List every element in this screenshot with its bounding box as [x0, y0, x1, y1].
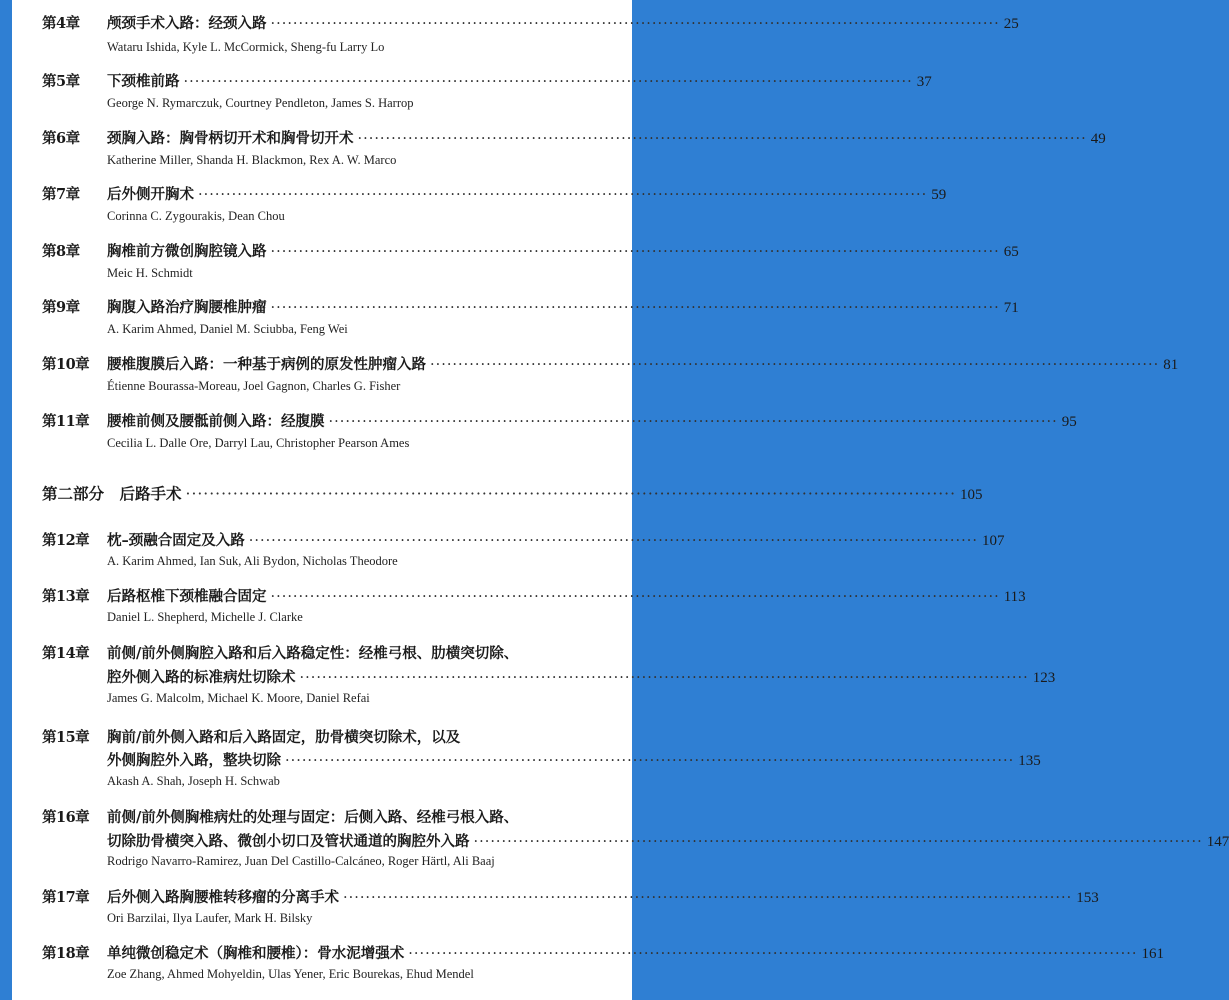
- chapter-number: 第11章: [42, 413, 90, 430]
- chapter-authors: Katherine Miller, Shanda H. Blackmon, Rex A. W. Marco: [107, 153, 397, 167]
- chapter-title: 胸椎前方微创胸腔镜入路: [107, 243, 267, 260]
- dot-leader: [430, 357, 1159, 373]
- chapter-number: 第16章: [42, 809, 90, 826]
- chapter-title-line: [107, 70, 932, 91]
- chapter-number: 第13章: [42, 588, 90, 605]
- chapter-authors: James G. Malcolm, Michael K. Moore, Daniel Refai: [107, 691, 370, 705]
- page-number: 65: [1003, 244, 1019, 260]
- chapter-title: 颈胸入路：胸骨柄切开术和胸骨切开术: [107, 130, 354, 147]
- chapter-title-line: [107, 12, 1019, 33]
- chapter-number: 第5章: [42, 73, 80, 90]
- dot-leader: [329, 414, 1058, 430]
- chapter-title-line: [107, 296, 1019, 317]
- page-number: 107: [981, 533, 1005, 549]
- chapter-authors: Akash A. Shah, Joseph H. Schwab: [107, 774, 280, 788]
- part-title: 第二部分 后路手术: [42, 484, 182, 503]
- chapter-number: 第17章: [42, 889, 90, 906]
- chapter-title-line: [107, 410, 1077, 431]
- chapter-title-cont: 腔外侧入路的标准病灶切除术: [107, 669, 296, 686]
- page-number: 95: [1061, 414, 1077, 430]
- chapter-title-line: [107, 726, 612, 747]
- chapter-title-line: [107, 240, 1019, 261]
- chapter-authors: Wataru Ishida, Kyle L. McCormick, Sheng-fu Larry Lo: [107, 40, 385, 54]
- chapter-title: 颅颈手术入路：经颈入路: [107, 15, 267, 32]
- dot-leader: [408, 946, 1137, 962]
- dot-leader: [249, 533, 978, 549]
- dot-leader: [285, 753, 1014, 769]
- chapter-authors: Daniel L. Shepherd, Michelle J. Clarke: [107, 610, 303, 624]
- dot-leader: [271, 244, 1000, 260]
- chapter-title-line: [107, 666, 1056, 687]
- chapter-title-line: [107, 806, 612, 827]
- dot-leader: [343, 890, 1072, 906]
- dot-leader: [271, 16, 1000, 32]
- chapter-title-line: [107, 127, 1106, 148]
- page-number: 59: [931, 187, 947, 203]
- chapter-title: 后外侧入路胸腰椎转移瘤的分离手术: [107, 889, 339, 906]
- chapter-title: 单纯微创稳定术（胸椎和腰椎）：骨水泥增强术: [107, 945, 405, 962]
- chapter-number: 第4章: [42, 15, 80, 32]
- chapter-title-cont: 外侧胸腔外入路，整块切除: [107, 752, 281, 769]
- chapter-title-line: [107, 642, 612, 663]
- chapter-title: 腰椎腹膜后入路：一种基于病例的原发性肿瘤入路: [107, 356, 426, 373]
- chapter-title-cont: 切除肋骨横突入路、微创小切口及管状通道的胸腔外入路: [107, 833, 470, 850]
- chapter-authors: A. Karim Ahmed, Daniel M. Sciubba, Feng Wei: [107, 322, 348, 336]
- page-number: 161: [1141, 946, 1164, 962]
- dot-leader: [271, 300, 1000, 316]
- chapter-title: 下颈椎前路: [107, 73, 180, 90]
- page-number: 113: [1003, 589, 1026, 605]
- chapter-title: 胸前/前外侧入路和后入路固定，肋骨横突切除术，以及: [107, 729, 461, 746]
- chapter-title-line: [107, 830, 1229, 851]
- chapter-title: 胸腹入路治疗胸腰椎肿瘤: [107, 299, 267, 316]
- chapter-title-line: [107, 749, 1041, 770]
- page-number: 135: [1018, 753, 1041, 769]
- chapter-number: 第6章: [42, 130, 80, 147]
- chapter-number: 第14章: [42, 645, 90, 662]
- chapter-title: 腰椎前侧及腰骶前侧入路：经腹膜: [107, 413, 325, 430]
- page-number: 123: [1032, 670, 1056, 686]
- chapter-number: 第10章: [42, 356, 90, 373]
- page-number: 147: [1206, 834, 1229, 850]
- dot-leader: [271, 589, 1000, 605]
- chapter-number: 第15章: [42, 729, 90, 746]
- chapter-title-line: [107, 886, 1099, 907]
- page-number: 37: [916, 74, 932, 90]
- chapter-number: 第12章: [42, 532, 90, 549]
- chapter-title: 后外侧开胸术: [107, 186, 194, 203]
- dot-leader: [184, 74, 913, 90]
- chapter-authors: Cecilia L. Dalle Ore, Darryl Lau, Christopher Pearson Ames: [107, 436, 410, 450]
- chapter-title: 前侧/前外侧胸椎病灶的处理与固定：后侧入路、经椎弓根入路、: [107, 809, 519, 826]
- page-number: 81: [1163, 357, 1179, 373]
- chapter-title-line: [107, 942, 1164, 963]
- chapter-number: 第9章: [42, 299, 80, 316]
- page-number: 49: [1090, 131, 1106, 147]
- chapter-authors: Ori Barzilai, Ilya Laufer, Mark H. Bilsky: [107, 911, 313, 925]
- chapter-title-line: [107, 585, 1026, 606]
- dot-leader: [358, 131, 1087, 147]
- chapter-authors: A. Karim Ahmed, Ian Suk, Ali Bydon, Nicholas Theodore: [107, 554, 398, 568]
- toc-page: [12, 0, 1229, 1000]
- chapter-number: 第7章: [42, 186, 80, 203]
- chapter-title: 前侧/前外侧胸腔入路和后入路稳定性：经椎弓根、肋横突切除、: [107, 645, 519, 662]
- page-number: 153: [1076, 890, 1099, 906]
- chapter-number: 第8章: [42, 243, 80, 260]
- chapter-authors: Étienne Bourassa-Moreau, Joel Gagnon, Charles G. Fisher: [107, 379, 401, 393]
- dot-leader: [300, 670, 1029, 686]
- dot-leader: [198, 187, 927, 203]
- chapter-number: 第18章: [42, 945, 90, 962]
- chapter-authors: Corinna C. Zygourakis, Dean Chou: [107, 209, 285, 223]
- chapter-title-line: [107, 183, 947, 204]
- page-number: 25: [1003, 16, 1019, 32]
- chapter-title: 后路枢椎下颈椎融合固定: [107, 588, 267, 605]
- chapter-authors: Meic H. Schmidt: [107, 266, 193, 280]
- page-number: 71: [1003, 300, 1019, 316]
- page-number: 105: [960, 487, 983, 503]
- chapter-authors: Zoe Zhang, Ahmed Mohyeldin, Ulas Yener, Eric Bourekas, Ehud Mendel: [107, 967, 474, 981]
- chapter-authors: George N. Rymarczuk, Courtney Pendleton, James S. Harrop: [107, 96, 414, 110]
- dot-leader: [186, 485, 957, 503]
- dot-leader: [474, 834, 1203, 850]
- part-heading[interactable]: [42, 482, 983, 504]
- chapter-title: 枕–颈融合固定及入路: [107, 532, 245, 549]
- chapter-title-line: [107, 353, 1179, 374]
- chapter-authors: Rodrigo Navarro-Ramirez, Juan Del Castillo-Calcáneo, Roger Härtl, Ali Baaj: [107, 854, 495, 868]
- chapter-title-line: [107, 529, 1005, 550]
